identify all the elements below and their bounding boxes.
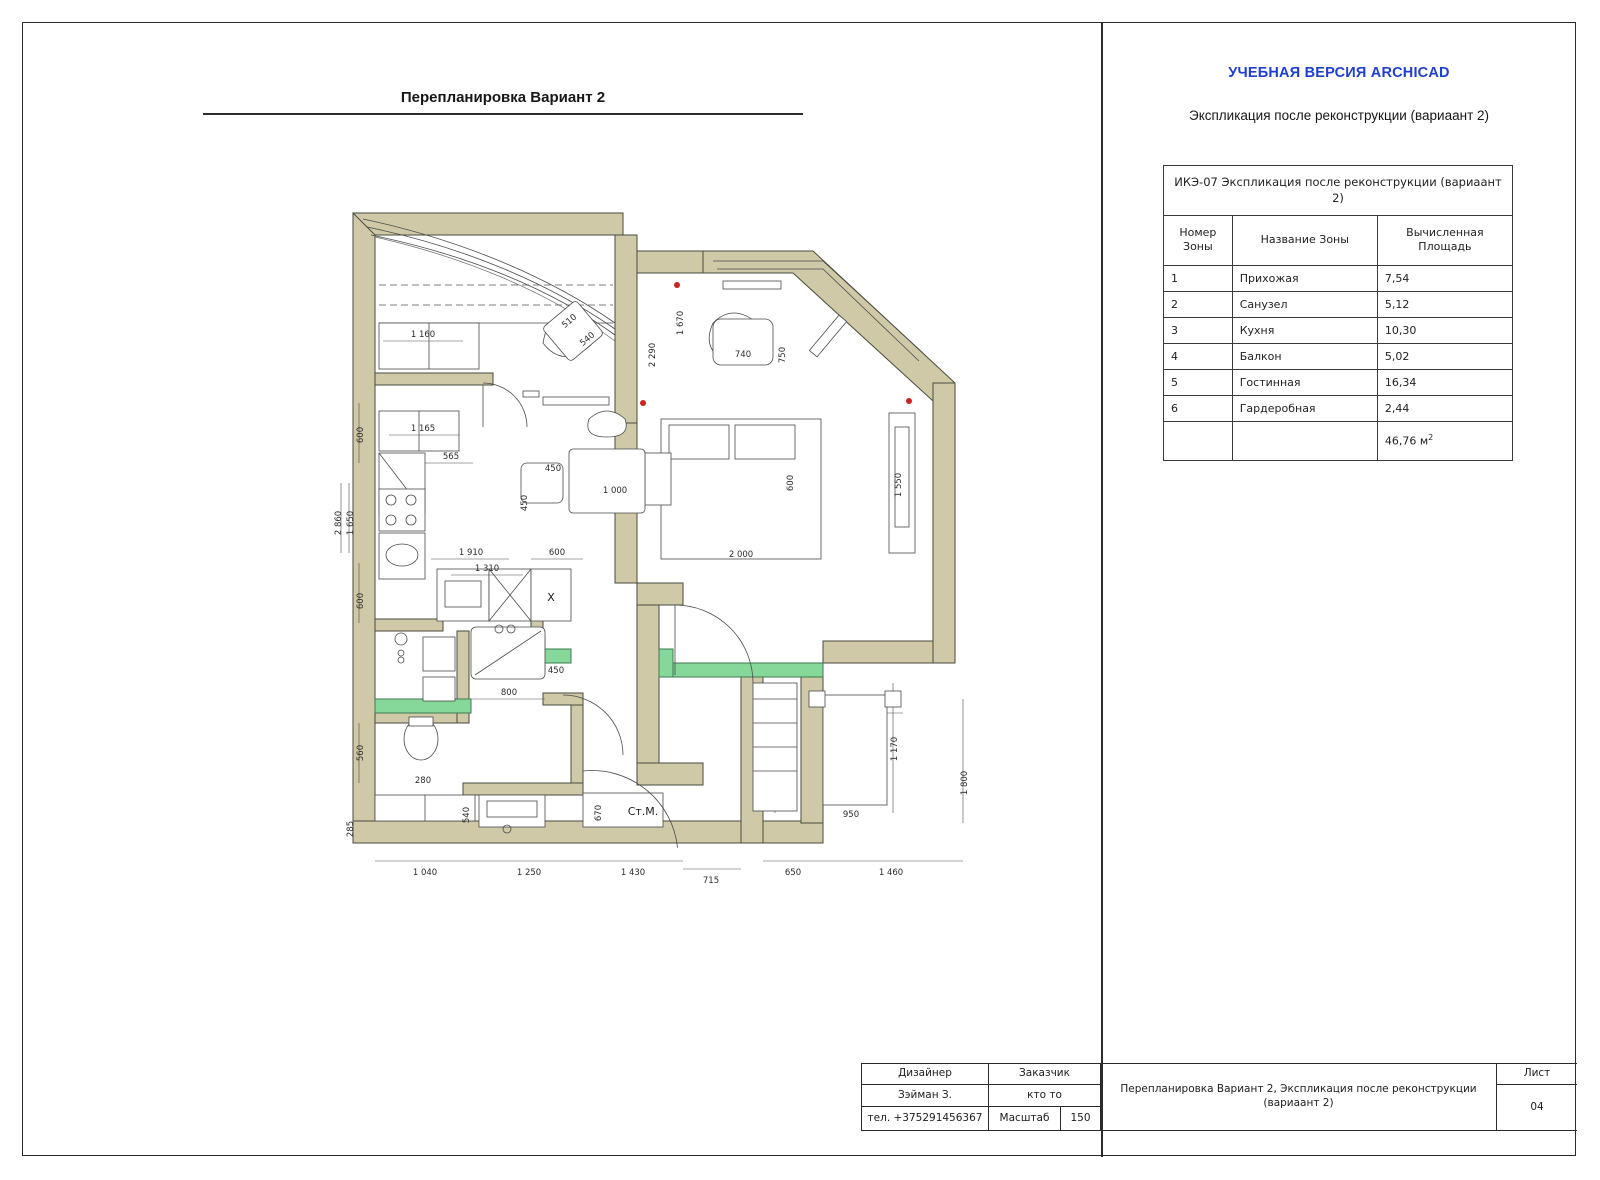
total-spacer-left bbox=[1164, 421, 1233, 460]
zone-name: Гостинная bbox=[1232, 369, 1377, 395]
dim-650: 650 bbox=[784, 868, 802, 878]
marker-dot bbox=[640, 400, 646, 406]
zone-name: Санузел bbox=[1232, 291, 1377, 317]
zone-area: 10,30 bbox=[1377, 317, 1512, 343]
column-header-area: Вычисленная Площадь bbox=[1377, 216, 1512, 266]
dim-670: 670 bbox=[594, 804, 604, 822]
dim-450-a: 450 bbox=[544, 464, 562, 474]
dim-1310: 1 310 bbox=[474, 564, 500, 574]
table-title-row bbox=[1164, 166, 1513, 216]
dim-1460: 1 460 bbox=[878, 868, 904, 878]
bathroom-fixtures bbox=[395, 625, 545, 760]
zone-number: 5 bbox=[1164, 369, 1233, 395]
zone-area: 16,34 bbox=[1377, 369, 1512, 395]
dim-450-b: 450 bbox=[520, 494, 530, 512]
marker-dot bbox=[906, 398, 912, 404]
dim-1910: 1 910 bbox=[458, 548, 484, 558]
sheet-name: Перепланировка Вариант 2, Экспликация после реконструкции (вариаант 2) bbox=[1101, 1063, 1497, 1131]
total-area bbox=[1377, 421, 1512, 460]
dim-450-c: 450 bbox=[547, 666, 565, 676]
dim-540-a: 540 bbox=[578, 330, 598, 349]
zone-area: 2,44 bbox=[1377, 395, 1512, 421]
archicad-watermark: УЧЕБНАЯ ВЕРСИЯ ARCHICAD bbox=[1228, 65, 1450, 81]
customer-name: кто то bbox=[989, 1085, 1101, 1107]
table-row bbox=[1164, 265, 1513, 291]
dim-800: 800 bbox=[500, 688, 518, 698]
title-block bbox=[861, 1063, 1577, 1157]
dim-2000: 2 000 bbox=[728, 550, 754, 560]
dim-1165: 1 165 bbox=[410, 424, 436, 434]
dim-1650: 1 650 bbox=[346, 510, 356, 536]
dim-926: 1 550 bbox=[894, 472, 904, 498]
zone-area: 5,12 bbox=[1377, 291, 1512, 317]
table-row bbox=[1164, 317, 1513, 343]
dim-750: 750 bbox=[778, 346, 788, 364]
drawing-sheet bbox=[22, 22, 1576, 1156]
table-row bbox=[1164, 369, 1513, 395]
table-total-row bbox=[1164, 421, 1513, 460]
table-row bbox=[1164, 343, 1513, 369]
floor-plan bbox=[23, 23, 1101, 1157]
dim-715: 715 bbox=[702, 876, 720, 886]
dim-1430: 1 430 bbox=[620, 868, 646, 878]
page-title: Перепланировка Вариант 2 bbox=[400, 89, 606, 106]
dim-600-d: 1 670 bbox=[676, 310, 686, 336]
table-row bbox=[1164, 395, 1513, 421]
zone-name: Балкон bbox=[1232, 343, 1377, 369]
table-row bbox=[1164, 291, 1513, 317]
zone-number: 2 bbox=[1164, 291, 1233, 317]
dim-1160: 1 160 bbox=[410, 330, 436, 340]
dim-1000: 1 000 bbox=[602, 486, 628, 496]
list-label: Лист bbox=[1497, 1063, 1577, 1085]
table-header-row bbox=[1164, 216, 1513, 266]
zone-area: 5,02 bbox=[1377, 343, 1512, 369]
dim-285: 285 bbox=[346, 820, 356, 838]
zone-number: 3 bbox=[1164, 317, 1233, 343]
dim-2860: 2 860 bbox=[334, 510, 344, 536]
dim-280: 280 bbox=[414, 776, 432, 786]
sheet-divider bbox=[1101, 23, 1103, 1157]
designer-label: Дизайнер bbox=[861, 1063, 989, 1085]
floor-plan-svg bbox=[23, 23, 1101, 1157]
table-title: ИКЭ-07 Экспликация после реконструкции (вариаант 2) bbox=[1164, 166, 1513, 216]
dim-1670: 1 800 bbox=[960, 770, 970, 796]
dim-565: 565 bbox=[442, 452, 460, 462]
customer-label: Заказчик bbox=[989, 1063, 1101, 1085]
zone-number: 4 bbox=[1164, 343, 1233, 369]
dim-560: 560 bbox=[356, 744, 366, 762]
list-value: 04 bbox=[1497, 1085, 1577, 1131]
total-area-value: 46,76 м bbox=[1384, 434, 1429, 448]
dim-1040: 1 040 bbox=[412, 868, 438, 878]
zone-number: 6 bbox=[1164, 395, 1233, 421]
zone-name: Гардеробная bbox=[1232, 395, 1377, 421]
dim-950: 950 bbox=[842, 810, 860, 820]
explication-table bbox=[1163, 165, 1513, 461]
zone-name: Прихожая bbox=[1232, 265, 1377, 291]
explication-caption: Экспликация после реконструкции (вариаант 2) bbox=[1188, 108, 1490, 123]
column-header-name: Название Зоны bbox=[1232, 216, 1377, 266]
plan-mark-stm: Ст.М. bbox=[627, 805, 659, 818]
zone-name: Кухня bbox=[1232, 317, 1377, 343]
dim-600-b: 600 bbox=[356, 592, 366, 610]
dim-600-a: 600 bbox=[356, 426, 366, 444]
dim-1550: 2 290 bbox=[648, 342, 658, 368]
dim-1250: 1 250 bbox=[516, 868, 542, 878]
designer-name: Зэйман З. bbox=[861, 1085, 989, 1107]
dim-740: 740 bbox=[734, 350, 752, 360]
square-meter-superscript: 2 bbox=[1428, 433, 1434, 443]
marker-dot bbox=[674, 282, 680, 288]
zone-number: 1 bbox=[1164, 265, 1233, 291]
dim-510: 510 bbox=[560, 312, 580, 331]
dim-600-c: 600 bbox=[548, 548, 566, 558]
dim-1800: 600 bbox=[786, 474, 796, 492]
designer-phone: тел. +375291456367 bbox=[861, 1107, 989, 1131]
plan-mark-x: X bbox=[547, 591, 555, 604]
dim-540-b: 540 bbox=[462, 806, 472, 824]
column-header-number: Номер Зоны bbox=[1164, 216, 1233, 266]
zone-area: 7,54 bbox=[1377, 265, 1512, 291]
total-label bbox=[1232, 421, 1377, 460]
scale-value: 150 bbox=[1061, 1107, 1101, 1131]
scale-label: Масштаб bbox=[989, 1107, 1061, 1131]
dim-1170: 1 170 bbox=[890, 736, 900, 762]
